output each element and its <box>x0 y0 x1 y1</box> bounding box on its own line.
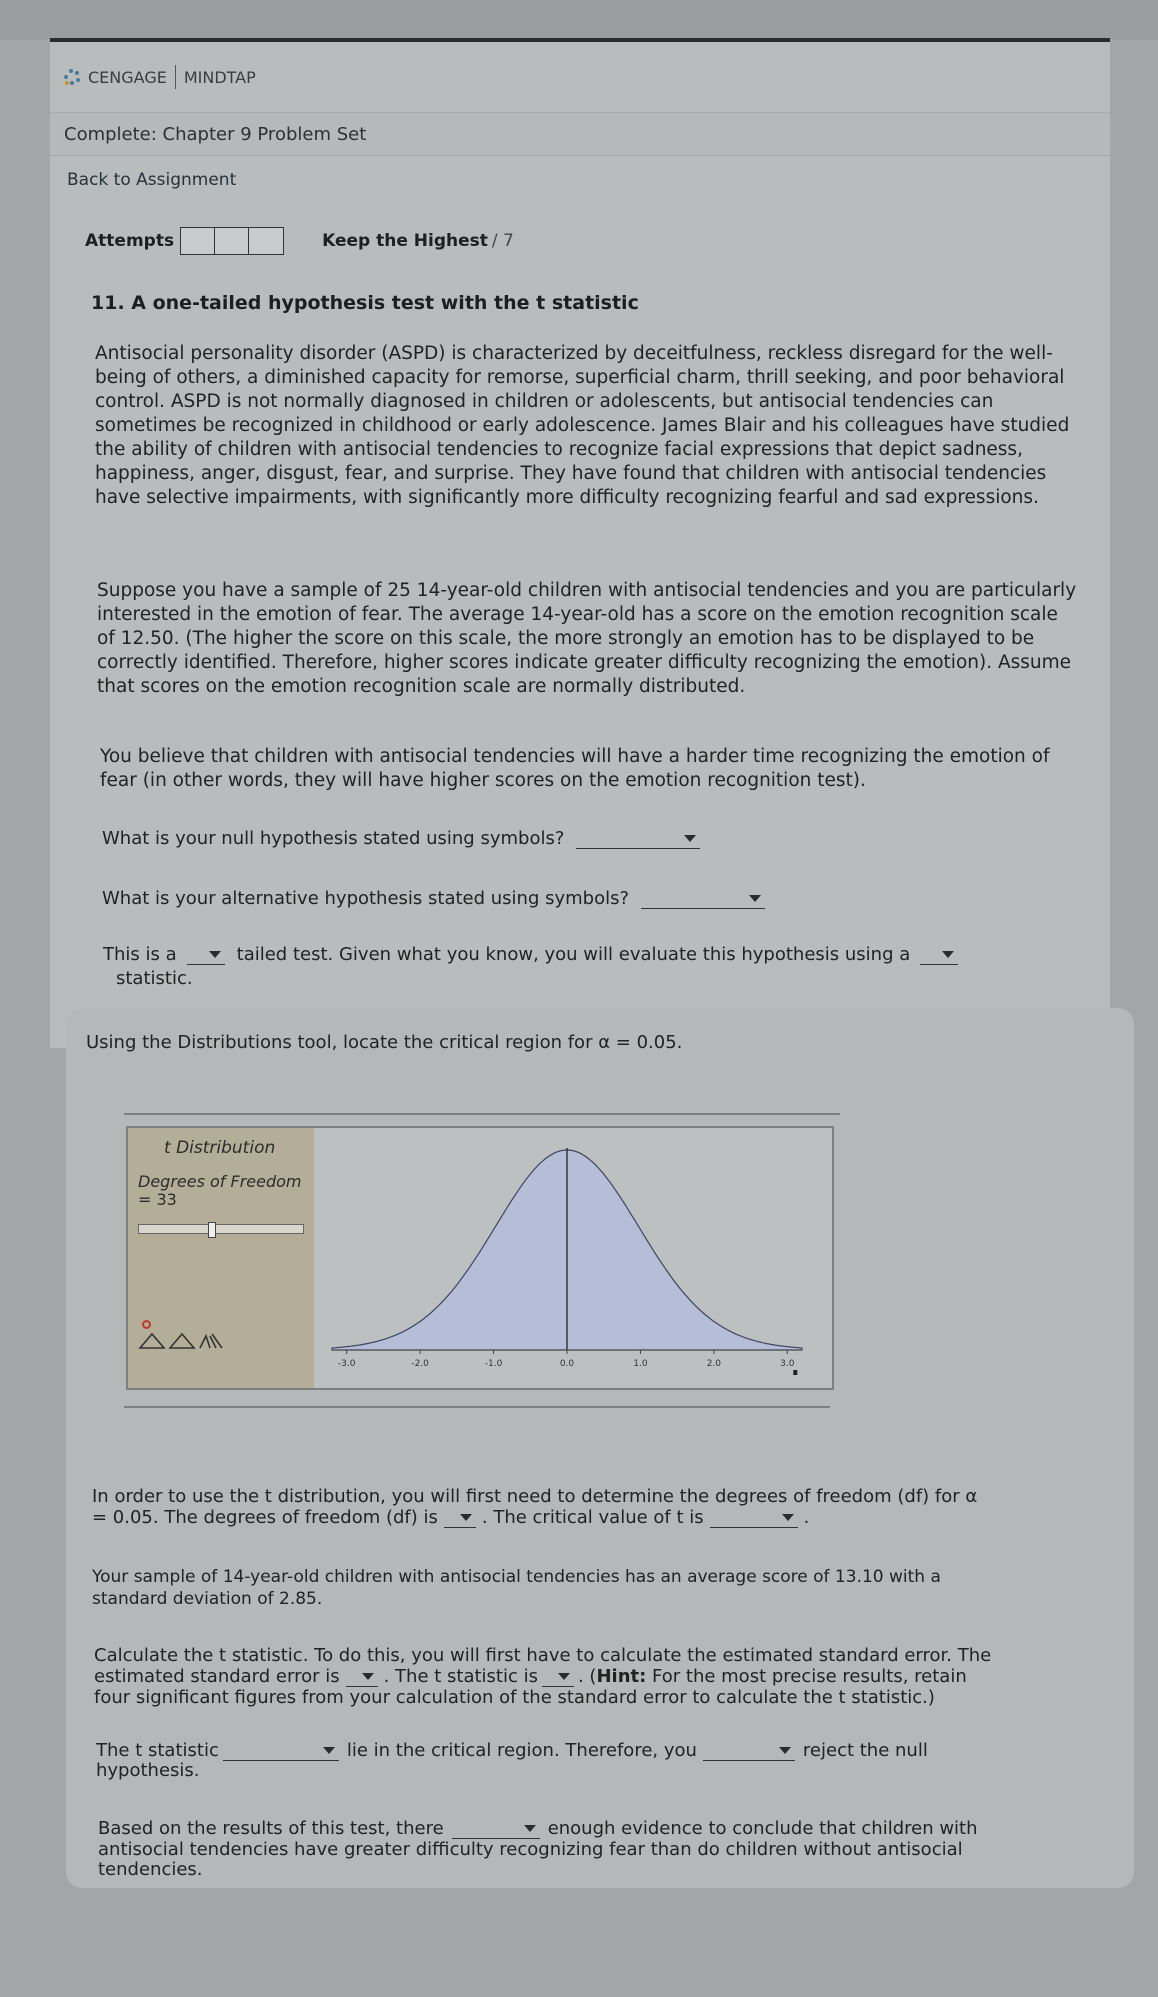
tail-test-text-b: tailed test. Given what you know, you will evaluate this hypothesis using a <box>236 944 911 965</box>
attempt-box <box>181 228 215 254</box>
x-tick-label: 0.0 <box>559 1359 575 1369</box>
browser-top-strip <box>0 0 1158 40</box>
attempts-label: Attempts <box>85 231 175 251</box>
distribution-title: t Distribution <box>164 1138 276 1158</box>
page-title: Complete: Chapter 9 Problem Set <box>50 112 1110 156</box>
concl-text-b: enough evidence to conclude that children with <box>547 1818 978 1839</box>
question-title: 11. A one-tailed hypothesis test with the t statistic <box>91 292 639 314</box>
standard-error-dropdown[interactable] <box>346 1667 378 1687</box>
distribution-intro <box>86 1032 682 1053</box>
t-statistic-dropdown[interactable] <box>542 1667 574 1687</box>
distribution-intro-text: Using the Distributions tool, locate the critical region for α = 0.05. <box>86 1032 683 1053</box>
tool-top-rule <box>124 1113 840 1115</box>
keep-highest-count: / 7 <box>491 231 514 251</box>
concl-text-a: Based on the results of this test, there <box>98 1818 444 1839</box>
x-tick-label: -2.0 <box>411 1359 429 1369</box>
calc-row-2 <box>94 1666 967 1687</box>
alt-hypothesis-question: What is your alternative hypothesis stated using symbols? <box>102 888 630 909</box>
df-text-c: . The critical value of t is <box>481 1507 704 1528</box>
critical-row <box>96 1740 928 1761</box>
critical-row-2 <box>96 1760 200 1781</box>
calc-row-1 <box>94 1645 991 1666</box>
tail-test-text-a: This is a <box>103 944 177 965</box>
tail-type-dropdown[interactable] <box>187 945 225 965</box>
assignment-page <box>50 38 1110 1048</box>
conclusion-row-2 <box>98 1839 963 1860</box>
x-tick-label: 1.0 <box>633 1359 648 1369</box>
df-slider-track[interactable] <box>138 1224 304 1234</box>
calc-text-d1: . ( <box>577 1666 597 1687</box>
calc-text-c: . The t statistic is <box>383 1666 538 1687</box>
brand-divider <box>175 65 176 89</box>
tail-mode-icon[interactable] <box>136 1328 236 1352</box>
alt-hypothesis-row <box>102 888 765 909</box>
tail-test-row-end <box>116 968 193 989</box>
df-dropdown[interactable] <box>444 1508 476 1528</box>
concl-text-d: tendencies. <box>98 1859 203 1880</box>
conclusion-row-3 <box>98 1859 203 1880</box>
critical-t-dropdown[interactable] <box>710 1508 798 1528</box>
question-paragraph-1: Antisocial personality disorder (ASPD) is characterized by deceitfulness, reckless disregard for the well-being of others, a diminished capacity for remorse, superficial charm, thrill seeking, and poor behavioral control. ASPD is not normally diagnosed in children or adolescents, but antisocial tendencies can sometimes be recognized in childhood or early adolescence. James Blair and his colleagues have studied the ability of children with antisocial tendencies to recognize facial expressions that depict sadness, happiness, anger, disgust, fear, and surprise. They have found that children with antisocial tendencies have selective impairments, with significantly more difficulty recognizing fearful and sad expressions. <box>95 343 1070 508</box>
calc-text-d2: For the most precise results, retain <box>646 1666 967 1687</box>
crit-text-a: The t statistic <box>96 1740 219 1761</box>
keep-highest-label: Keep the Highest <box>322 231 488 251</box>
question-paragraph-2: Suppose you have a sample of 25 14-year-old children with antisocial tendencies and you are particularly interested in the emotion of fear. The average 14-year-old has a score on the emotion recognition scale of 12.50. (The higher the score on this scale, the more strongly an emotion has to be displayed to be correctly identified. Therefore, higher scores indicate greater difficulty recognizing the emotion). Assume that scores on the emotion recognition scale are normally distributed. <box>97 580 1077 697</box>
df-text-b: = 0.05. The degrees of freedom (df) is <box>92 1507 438 1528</box>
tail-mode-icons[interactable] <box>136 1328 236 1357</box>
df-row-2 <box>92 1507 809 1528</box>
brand-bar <box>50 42 1110 112</box>
calc-text-e: four significant figures from your calculation of the standard error to calculate the t statistic.) <box>94 1687 935 1708</box>
x-tick-label: -3.0 <box>337 1359 356 1369</box>
sample-description: Your sample of 14-year-old children with antisocial tendencies has an average score of 13.10 with a standard deviation of 2.85. <box>92 1567 941 1609</box>
question-paragraph-3: You believe that children with antisocial tendencies will have a harder time recognizing the emotion of fear (in other words, they will have higher scores on the emotion recognition test). <box>100 746 1050 791</box>
reject-decision-dropdown[interactable] <box>703 1741 795 1761</box>
attempt-boxes <box>180 227 284 255</box>
null-hypothesis-question: What is your null hypothesis stated using symbols? <box>102 828 565 849</box>
crit-text-c: reject the null <box>802 1740 928 1761</box>
critical-region-dropdown[interactable] <box>223 1741 339 1761</box>
x-tick-label: -1.0 <box>484 1359 503 1369</box>
product-name: MINDTAP <box>183 67 256 87</box>
tail-test-row <box>103 944 958 965</box>
concl-text-c: antisocial tendencies have greater difficulty recognizing fear than do children without antisocial <box>98 1839 963 1860</box>
t-distribution-chart[interactable] <box>316 1128 832 1388</box>
tool-bottom-rule <box>124 1406 830 1408</box>
df-text-d: . <box>803 1507 810 1528</box>
df-slider-handle[interactable] <box>208 1222 216 1238</box>
calc-text-a: Calculate the t statistic. To do this, you will first have to calculate the estimated standard error. The <box>94 1645 992 1666</box>
back-to-assignment-link[interactable]: Back to Assignment <box>67 170 237 190</box>
crit-text-d: hypothesis. <box>96 1760 200 1781</box>
x-tick-label: 3.0 <box>780 1359 795 1369</box>
conclusion-row-1 <box>98 1818 978 1839</box>
cengage-logo-icon <box>62 67 82 87</box>
attempt-box <box>215 228 249 254</box>
df-label: Degrees of Freedom <box>138 1172 302 1191</box>
attempt-box <box>249 228 283 254</box>
x-tick-label: 2.0 <box>706 1359 722 1369</box>
alt-hypothesis-dropdown[interactable] <box>641 889 765 909</box>
tool-controls <box>128 1128 314 1388</box>
brand-name: CENGAGE <box>88 67 167 87</box>
evidence-dropdown[interactable] <box>452 1819 540 1839</box>
tail-test-text-c: statistic. <box>116 968 193 989</box>
calc-row-3 <box>94 1687 935 1708</box>
df-row-1 <box>92 1486 977 1507</box>
attempts-row <box>85 227 514 255</box>
null-hypothesis-dropdown[interactable] <box>576 829 700 849</box>
null-hypothesis-row <box>102 828 700 849</box>
distributions-tool[interactable] <box>126 1126 834 1390</box>
calc-text-b: estimated standard error is <box>94 1666 340 1687</box>
hint-label: Hint: <box>596 1666 647 1687</box>
df-text-a: In order to use the t distribution, you will first need to determine the degrees of freedom (df) for α <box>92 1486 978 1507</box>
crit-text-b: lie in the critical region. Therefore, you <box>346 1740 697 1761</box>
df-value: = 33 <box>138 1190 177 1209</box>
critical-line-handle[interactable] <box>793 1370 797 1375</box>
statistic-type-dropdown[interactable] <box>920 945 958 965</box>
